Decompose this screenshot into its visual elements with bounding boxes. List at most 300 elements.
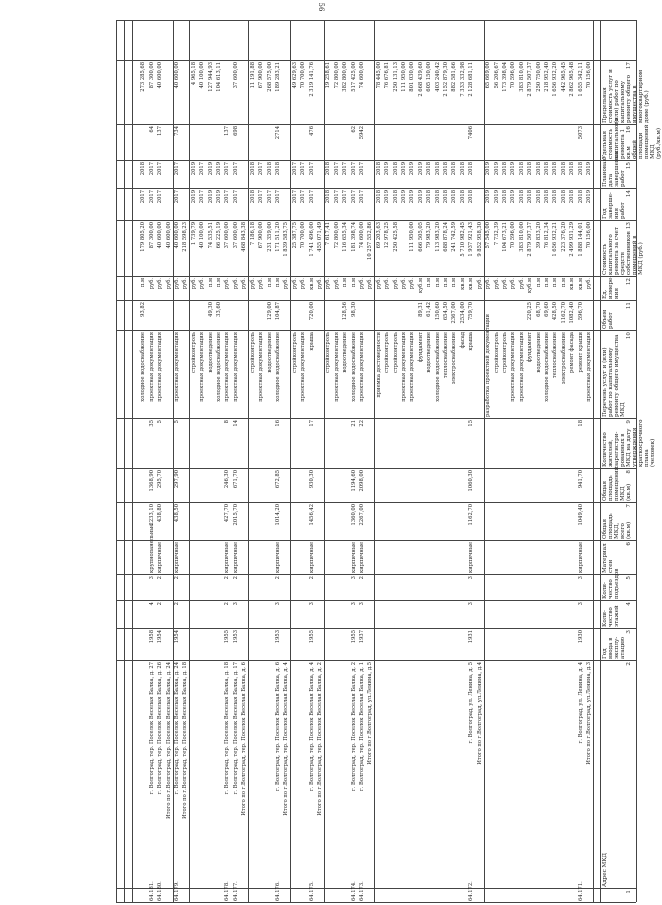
table-cell-entrances: 3 — [350, 576, 357, 580]
table-cell-uc: 64 — [148, 126, 155, 133]
table-cell-yc: 2019 — [586, 190, 592, 204]
table-cell-floors: 3 — [350, 602, 357, 606]
table-cell-yc: 2017 — [174, 190, 181, 204]
table-cell-cost: 25 387,75 — [291, 222, 298, 249]
table-cell-works: проектная документация — [157, 332, 164, 402]
table-cell-lim: 11 191,88 — [249, 62, 256, 89]
table-cell-volume: 68,70 — [535, 302, 542, 317]
table-cell-volume: 150,60 — [434, 302, 441, 321]
table-cell-unit: руб. — [359, 278, 365, 290]
table-cell-cost: 179 805,20 — [140, 222, 147, 252]
table-cell-floors: 3 — [274, 602, 281, 606]
table-cell-yc: 2017 — [274, 190, 281, 204]
table-cell-cost: 113 983,20 — [434, 222, 441, 252]
table-cell-lim: 76 676,81 — [384, 62, 391, 89]
column-number: 2 — [626, 662, 632, 666]
table-cell-py: 2018 — [392, 162, 399, 176]
table-cell-yc: 2019 — [493, 190, 500, 204]
table-cell-lim: 517 425,00 — [350, 62, 357, 92]
table-cell-py: 2018 — [140, 162, 147, 176]
table-cell-total-area: 438,50 — [174, 504, 181, 523]
table-cell-py: 2018 — [249, 162, 256, 176]
table-cell-py: 2019 — [493, 162, 500, 176]
table-cell-unit: п.м — [207, 278, 214, 288]
table-cell-unit: кв.м — [308, 278, 315, 290]
table-cell-uc: 62 — [350, 126, 357, 133]
table-cell-no: 64.179. — [174, 881, 181, 901]
table-cell-cost: 74 535,51 — [207, 222, 214, 249]
table-cell-unit: п.м — [543, 278, 550, 288]
table-cell-works: ремонт крыши — [577, 332, 584, 373]
table-cell-py: 2017 — [308, 162, 315, 176]
column-header-living-area: Общая площадь помещений МКД (кв.м) — [602, 466, 632, 501]
table-cell-unit: руб. — [518, 278, 525, 290]
table-cell-addr: Итого по г.Волгоград, тер. Поселок Веселая Балка, д. 2 — [316, 662, 323, 816]
table-cell-works: холодное водоснабжение — [216, 332, 223, 402]
table-cell-py: 2018 — [325, 162, 332, 176]
rule-line — [116, 276, 636, 277]
table-cell-py: 2017 — [359, 162, 365, 176]
table-cell-works: стройконтроль — [291, 332, 298, 373]
table-cell-no: 64.180. — [157, 881, 164, 901]
table-cell-works: водоотведение — [342, 332, 349, 373]
rule-line — [116, 660, 636, 661]
table-cell-volume: 61,42 — [426, 302, 433, 317]
column-header-unit-cost: Удельная стоимость капитального ремонта 1 кв.м общей площади помещений МКД (руб./кв.м) — [602, 118, 662, 159]
column-header-floors: Коли-чество этажей — [602, 605, 620, 627]
table-cell-unit: руб. — [316, 278, 323, 290]
table-cell-living-area: 941,70 — [577, 470, 584, 489]
rule-line — [116, 20, 636, 21]
table-cell-floors: 3 — [308, 602, 315, 606]
rule-line — [116, 902, 636, 903]
table-cell-lim: 2 879 507,37 — [527, 62, 534, 97]
table-cell-yc: 2018 — [249, 190, 256, 204]
rule-line — [189, 20, 190, 902]
table-cell-wall: кирпичные — [577, 541, 584, 573]
table-cell-works: электроснабжение — [451, 332, 458, 385]
table-cell-works: крыша — [308, 332, 315, 351]
table-cell-living-area: 1194,60 — [350, 470, 357, 492]
table-cell-volume: 33,60 — [216, 302, 223, 317]
table-cell-py: 2019 — [401, 162, 408, 176]
table-cell-floors: 3 — [232, 602, 239, 606]
table-cell-yc: 2017 — [359, 190, 365, 204]
table-cell-living-area: 2098,00 — [359, 470, 365, 492]
table-cell-py: 2019 — [417, 162, 424, 176]
column-header-limit: Предельная стоимость услуг и (или) работ по капитальному ремонту общего имущества в многоквартирном доме (руб.) — [602, 69, 650, 123]
table-cell-lim: 801 030,00 — [409, 62, 416, 92]
table-cell-no: 64.176. — [274, 881, 281, 901]
table-cell-cost: 231 359,00 — [266, 222, 273, 252]
table-cell-unit: куб.м — [417, 278, 424, 294]
table-cell-residents: 5 — [157, 420, 164, 424]
table-cell-unit: руб. — [283, 278, 290, 290]
table-cell-year: 1955 — [308, 630, 315, 644]
table-cell-no: 64.172. — [468, 881, 475, 901]
column-number: 13 — [626, 222, 632, 230]
table-cell-entrances: 2 — [174, 576, 181, 580]
table-cell-works: проектная документация — [409, 332, 416, 402]
table-cell-yc: 2017 — [266, 190, 273, 204]
table-cell-unit: руб. — [476, 278, 483, 290]
table-cell-cost: 1 839 583,75 — [283, 222, 290, 257]
table-cell-unit: п.м — [342, 278, 349, 288]
table-cell-year: 1937 — [359, 630, 365, 644]
table-cell-works: проектная документация — [586, 332, 592, 402]
table-cell-py: 2018 — [426, 162, 433, 176]
table-cell-volume: 98,30 — [350, 302, 357, 317]
table-cell-unit: руб. — [375, 278, 382, 290]
table-cell-yc: 2019 — [216, 190, 223, 204]
table-cell-cost: 12 978,25 — [384, 222, 391, 249]
table-cell-py: 2019 — [586, 162, 592, 176]
table-cell-works: холодное водоснабжение — [434, 332, 441, 402]
table-cell-cost: 111 950,00 — [409, 222, 416, 252]
table-cell-works: фундамент — [527, 332, 534, 363]
table-cell-works: проектная документация — [199, 332, 206, 402]
table-cell-cost: 66 225,19 — [216, 222, 223, 249]
table-cell-py: 2018 — [266, 162, 273, 176]
table-cell-unit: руб. — [392, 278, 399, 290]
table-cell-wall: кирпичные — [274, 541, 281, 573]
table-cell-living-area: 246,30 — [224, 470, 231, 489]
table-cell-yc: 2018 — [375, 190, 382, 204]
table-cell-yc: 2018 — [325, 190, 332, 204]
table-cell-yc: 2018 — [543, 190, 550, 204]
table-cell-lim: 70 700,00 — [300, 62, 307, 89]
rule-line — [593, 20, 594, 902]
table-cell-py: 2017 — [300, 162, 307, 176]
table-cell-unit: п.м — [443, 278, 450, 288]
column-number: 11 — [626, 302, 632, 310]
table-cell-cost: 69 203,63 — [375, 222, 382, 249]
table-cell-cost: 70 596,00 — [510, 222, 517, 249]
table-cell-cost: 1 888 144,01 — [577, 222, 584, 257]
table-cell-unit: руб. — [174, 278, 181, 290]
table-cell-yc: 2017 — [258, 190, 265, 204]
table-cell-lim: 70 156,00 — [586, 62, 592, 89]
table-cell-cost: 74 600,00 — [359, 222, 365, 249]
table-cell-addr: г. Волгоград, тер. Поселок Веселая Балка, д. 27 — [148, 662, 155, 795]
table-cell-works: проектная документация — [359, 332, 365, 402]
table-cell-volume: 104,87 — [274, 302, 281, 321]
table-cell-entrances: 3 — [468, 576, 475, 580]
table-cell-lim: 78 445,00 — [375, 62, 382, 89]
rule-line — [116, 574, 636, 575]
table-cell-cost: 7 186,18 — [249, 222, 256, 246]
table-cell-py: 2018 — [375, 162, 382, 176]
column-number: 15 — [626, 162, 632, 170]
table-cell-works: проектная документация — [300, 332, 307, 402]
table-cell-yc: 2018 — [434, 190, 441, 204]
table-cell-unit: руб. — [190, 278, 197, 290]
table-cell-total-area: 2267,00 — [359, 504, 365, 526]
table-cell-py: 2017 — [232, 162, 239, 176]
table-cell-volume: 596,70 — [577, 302, 584, 321]
table-cell-lim: 189 283,21 — [274, 62, 281, 92]
table-cell-yc: 2019 — [417, 190, 424, 204]
table-cell-floors: 3 — [468, 602, 475, 606]
table-cell-unit: руб. — [409, 278, 416, 290]
table-cell-works: проектная документация — [174, 332, 181, 402]
table-cell-unit: руб. — [485, 278, 492, 290]
table-cell-total-area: 1456,42 — [308, 504, 315, 526]
table-cell-unit: руб. — [493, 278, 500, 290]
table-cell-total-area: 1360,00 — [350, 504, 357, 526]
table-cell-lim: 2 152 879,30 — [443, 62, 450, 97]
table-cell-works: фасад — [459, 332, 466, 349]
table-cell-py: 2018 — [527, 162, 534, 176]
table-cell-entrances: 3 — [577, 576, 584, 580]
table-cell-volume: 93,82 — [140, 302, 147, 317]
table-cell-cost: 5 710 982,45 — [459, 222, 466, 257]
table-cell-lim: 37 600,00 — [232, 62, 239, 89]
table-cell-unit: п.м — [274, 278, 281, 288]
table-cell-works: электроснабжение — [560, 332, 567, 385]
column-header-volume: Объем работ — [602, 309, 614, 329]
table-cell-wall: крупнопанельные — [148, 523, 155, 573]
table-cell-yc: 2018 — [535, 190, 542, 204]
table-cell-cost: 2 499 931,29 — [569, 222, 576, 257]
table-cell-works: стройконтроль — [493, 332, 500, 373]
table-cell-works: стройконтроль — [384, 332, 391, 373]
table-cell-lim: 173 398,04 — [501, 62, 508, 92]
rule-line — [116, 160, 636, 161]
table-cell-works: проектная документация — [401, 332, 408, 402]
table-cell-entrances: 2 — [224, 576, 231, 580]
rule-line — [116, 188, 636, 189]
table-cell-works: теплоснабжение — [552, 332, 559, 379]
table-cell-works: проектная документация — [232, 332, 239, 402]
table-cell-no: 64.178. — [224, 881, 231, 901]
table-cell-lim: 40 600,00 — [174, 62, 181, 89]
table-cell-works: фундамент — [417, 332, 424, 363]
table-cell-unit: руб. — [182, 278, 189, 290]
table-cell-total-area: 2233,10 — [148, 504, 155, 526]
table-cell-yc: 2017 — [350, 190, 357, 204]
column-number: 6 — [626, 542, 632, 546]
table-cell-entrances: 2 — [157, 576, 164, 580]
table-cell-year: 1955 — [350, 630, 357, 644]
table-cell-entrances: 2 — [359, 576, 365, 580]
table-cell-unit: руб. — [384, 278, 391, 290]
table-cell-unit: руб. — [510, 278, 517, 290]
table-cell-wall: кирпичные — [359, 541, 365, 573]
column-number: 17 — [626, 62, 632, 70]
column-header-entrances: Коли-чество подъездов — [602, 568, 620, 599]
table-cell-yc: 2017 — [224, 190, 231, 204]
table-cell-lim: 49 629,63 — [291, 62, 298, 89]
table-cell-addr: г. Волгоград, тер. Поселок Веселая Балка, д. 24 — [174, 662, 181, 795]
table-cell-works: стройконтроль — [325, 332, 332, 373]
table-cell-py: 2019 — [216, 162, 223, 176]
rule-line — [374, 20, 375, 902]
table-cell-py: 2018 — [569, 162, 576, 176]
table-cell-yc: 2019 — [207, 190, 214, 204]
table-cell-unit: руб. — [258, 278, 265, 290]
table-cell-yc: 2018 — [451, 190, 458, 204]
table-cell-lim: 127 944,93 — [207, 62, 214, 92]
table-cell-uc: 476 — [308, 126, 315, 136]
table-cell-living-area: 1368,90 — [148, 470, 155, 492]
rule-line — [600, 20, 601, 902]
table-cell-unit: руб. — [249, 278, 256, 290]
table-cell-volume: 654,50 — [443, 302, 450, 321]
table-cell-yc: 2018 — [468, 190, 475, 204]
table-cell-volume: 220,25 — [527, 302, 534, 321]
table-cell-works: проектная документация — [224, 332, 231, 402]
table-cell-unit: руб. — [333, 278, 340, 290]
table-cell-unit: руб. — [586, 278, 592, 290]
table-cell-works: стройконтроль — [501, 332, 508, 373]
table-cell-yc: 2018 — [577, 190, 584, 204]
table-cell-volume: 1162,70 — [560, 302, 567, 324]
table-cell-py: 2019 — [384, 162, 391, 176]
column-number: 5 — [626, 576, 632, 580]
column-header-addr: Адрес МКД — [602, 852, 608, 887]
column-number: 9 — [626, 420, 632, 424]
rule-line — [116, 540, 636, 541]
column-header-residents: Количество жителей, зарегистри-рованных в МКД на дату утверждения краткосрочного плана (человек) — [602, 419, 656, 467]
table-cell-cost: 468 843,38 — [241, 222, 248, 252]
table-cell-unit: п.м — [552, 278, 559, 288]
table-cell-yc: 2019 — [401, 190, 408, 204]
table-cell-lim: 65 669,00 — [485, 62, 492, 89]
table-cell-no: 64.171. — [577, 881, 584, 901]
table-cell-lim: 7 333 332,98 — [459, 62, 466, 97]
table-cell-works: водоотведение — [426, 332, 433, 373]
table-cell-lim: 2 319 141,76 — [308, 62, 315, 97]
table-cell-total-area: 438,80 — [157, 504, 164, 523]
table-cell-works: холодное водоснабжение — [140, 332, 147, 402]
table-cell-floors: 2 — [174, 602, 181, 606]
table-cell-uc: 5942 — [359, 126, 365, 140]
table-cell-cost: 39 833,20 — [535, 222, 542, 249]
table-cell-cost: 40 600,00 — [157, 222, 164, 249]
table-cell-yc: 2019 — [485, 190, 492, 204]
table-cell-year: 1953 — [232, 630, 239, 644]
table-cell-uc: 5073 — [577, 126, 584, 140]
column-number: 4 — [626, 602, 632, 606]
table-cell-cost: 57 545,00 — [485, 222, 492, 249]
table-cell-cost: 383 810,00 — [518, 222, 525, 252]
table-cell-py: 2019 — [510, 162, 517, 176]
column-header-wall: Материал стен — [602, 543, 614, 573]
table-cell-addr: г. Волгоград, тер. Поселок Веселая Балка, д. 4 — [308, 662, 315, 791]
table-cell-cost: 40 600,00 — [165, 222, 172, 249]
table-cell-addr: г. Волгоград, тер. Поселок Веселая Балка, д. 6 — [274, 662, 281, 791]
table-cell-works: приемка достоверности — [375, 332, 382, 398]
table-cell-py: 2018 — [443, 162, 450, 176]
table-cell-wall: кирпичные — [350, 541, 357, 573]
table-cell-entrances: 2 — [308, 576, 315, 580]
table-cell-py: 2018 — [552, 162, 559, 176]
table-cell-volume: 2534,00 — [459, 302, 466, 324]
table-cell-yc: 2018 — [518, 190, 525, 204]
table-cell-works: холодное водоснабжение — [350, 332, 357, 402]
table-cell-addr: Итого по г.Волгоград, ул.Ленина, д.4 — [476, 662, 483, 765]
table-cell-cost: 87 300,00 — [148, 222, 155, 249]
table-cell-year: 1930 — [577, 630, 584, 644]
table-cell-py: 2018 — [577, 162, 584, 176]
table-cell-unit: руб. — [232, 278, 239, 290]
table-cell-unit: руб. — [501, 278, 508, 290]
rule-line — [116, 220, 636, 221]
table-cell-cost: 10 257 552,86 — [367, 222, 374, 260]
table-cell-lim: 19 258,61 — [325, 62, 332, 89]
table-cell-lim: 403 240,42 — [434, 62, 441, 92]
table-cell-addr: г. Волгоград, тер. Поселок Веселая Балка, д. 17 — [232, 662, 239, 795]
table-cell-cost: 250 425,58 — [392, 222, 399, 252]
table-cell-lim: 56 206,67 — [493, 62, 500, 89]
table-cell-unit: руб. — [300, 278, 307, 290]
table-cell-year: 1958 — [148, 630, 155, 644]
table-cell-unit: п.м — [451, 278, 458, 288]
column-header-works: Перечень услуг и (или) работ по капитальному ремонту общего имущества МКД — [602, 334, 626, 417]
table-cell-residents: 21 — [350, 420, 357, 427]
table-cell-lim: 218 952,40 — [543, 62, 550, 92]
table-cell-unit: п.м — [426, 278, 433, 288]
page-number: 56 — [317, 2, 325, 12]
rule-line — [116, 888, 636, 889]
table-cell-living-area: 672,85 — [274, 470, 281, 489]
table-cell-volume: 89,31 — [417, 302, 424, 317]
table-cell-cost: 241 742,59 — [451, 222, 458, 252]
table-cell-volume: 2367,00 — [451, 302, 458, 324]
table-cell-no: 64.174. — [350, 881, 357, 901]
table-cell-cost: 171 511,20 — [274, 222, 281, 252]
table-cell-cost: 70 700,00 — [300, 222, 307, 249]
column-number: 1 — [626, 890, 632, 894]
table-cell-residents: 14 — [232, 420, 239, 427]
table-cell-yc: 2017 — [199, 190, 206, 204]
table-cell-works: стройконтроль — [392, 332, 399, 373]
column-header-cost: Стоимость капитального ремонта за счет средств собственников помещений в МКД (руб.) — [602, 227, 644, 275]
table-cell-unit: п.м — [350, 278, 357, 288]
table-cell-yc: 2019 — [384, 190, 391, 204]
table-cell-lim: 1 655 342,11 — [577, 62, 584, 97]
table-cell-py: 2017 — [174, 162, 181, 176]
table-cell-works: ремонт фасада — [569, 332, 576, 373]
table-cell-addr: Итого по г.Волгоград, ул.Ленина, д.3 — [586, 662, 592, 765]
table-cell-wall: кирпичные — [157, 541, 164, 573]
table-cell-py: 2017 — [199, 162, 206, 176]
table-cell-wall: кирпичные — [174, 541, 181, 573]
table-cell-works: холодное водоснабжение — [543, 332, 550, 402]
table-cell-unit: п.м — [535, 278, 542, 288]
table-cell-floors: 2 — [224, 602, 231, 606]
table-cell-uc: 734 — [174, 126, 181, 136]
table-cell-year: 1955 — [224, 630, 231, 644]
table-cell-residents: 8 — [224, 420, 231, 424]
rule-line — [116, 300, 636, 301]
table-cell-cost: 218 598,23 — [182, 222, 189, 252]
table-cell-py: 2017 — [148, 162, 155, 176]
table-cell-year: 1953 — [274, 630, 281, 644]
table-cell-uc: 137 — [157, 126, 164, 136]
column-number: 7 — [626, 504, 632, 508]
table-cell-unit: руб. — [367, 278, 374, 290]
table-cell-cost: 79 983,20 — [426, 222, 433, 249]
table-cell-entrances: 3 — [148, 576, 155, 580]
rule-line — [132, 20, 133, 902]
table-cell-year: 1954 — [174, 630, 181, 644]
table-cell-uc: 137 — [224, 126, 231, 136]
column-number: 3 — [626, 630, 632, 634]
table-cell-volume: 69,60 — [543, 302, 550, 317]
table-cell-volume: 49,30 — [207, 302, 214, 317]
